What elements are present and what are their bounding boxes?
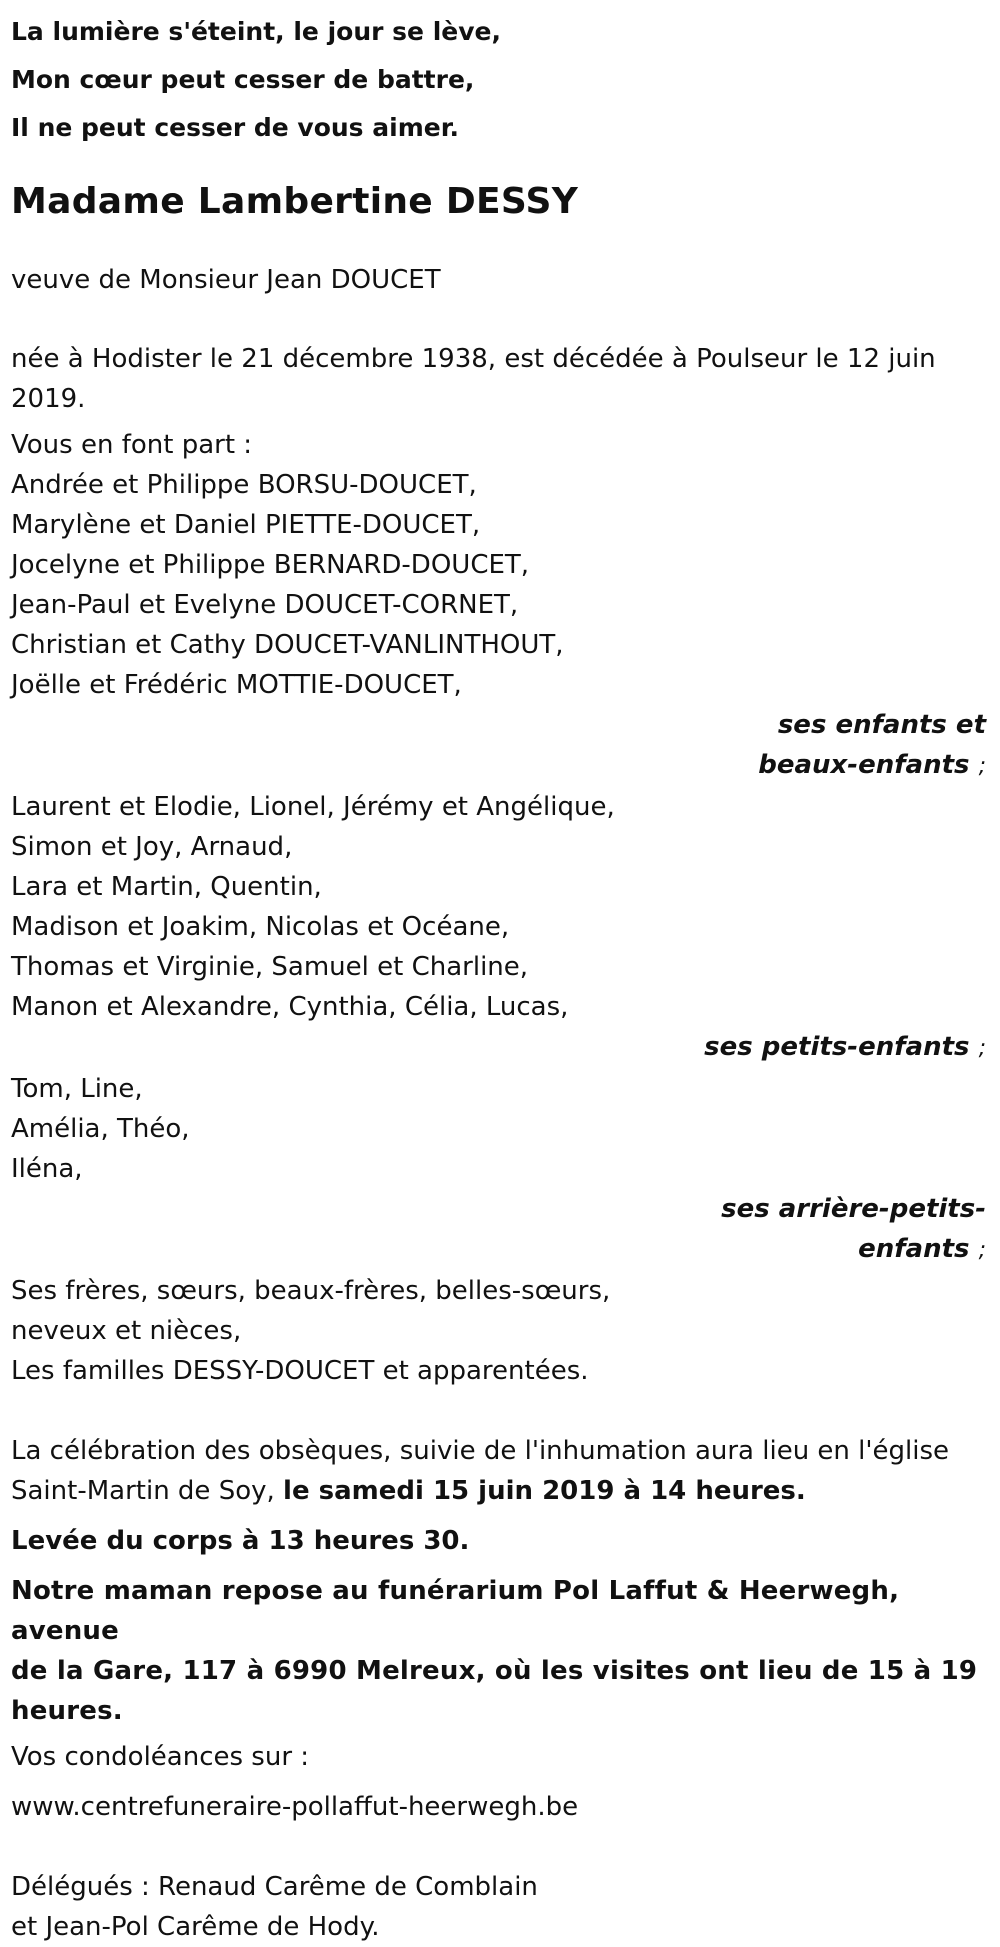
list-item: Marylène et Daniel PIETTE-DOUCET, <box>11 510 481 540</box>
service-line <box>11 1471 988 1511</box>
service-location: Saint-Martin de Soy, <box>11 1476 284 1506</box>
list-item: Jean-Paul et Evelyne DOUCET-CORNET, <box>11 590 519 620</box>
birth-death-line: 2019. <box>11 384 86 414</box>
service-line: La célébration des obsèques, suivie de l'inhumation aura lieu en l'église <box>11 1436 950 1466</box>
widow-of: veuve de Monsieur Jean DOUCET <box>11 265 441 295</box>
role-semicolon: ; <box>978 1238 986 1263</box>
funerarium-line: Notre maman repose au funérarium Pol Laffut & Heerwegh, avenue <box>11 1576 900 1646</box>
poem-line: Mon cœur peut cesser de battre, <box>11 65 475 94</box>
deceased-name: Madame Lambertine DESSY <box>11 181 579 222</box>
list-item: Les familles DESSY-DOUCET et apparentées. <box>11 1356 589 1386</box>
condolences-label: Vos condoléances sur : <box>11 1742 310 1772</box>
list-item: neveux et nièces, <box>11 1316 242 1346</box>
role-line <box>11 1229 986 1271</box>
list-item: Ses frères, sœurs, beaux-frères, belles-sœurs, <box>11 1276 611 1306</box>
list-item: Jocelyne et Philippe BERNARD-DOUCET, <box>11 550 530 580</box>
role-text: beaux-enfants <box>758 750 970 780</box>
grandchildren-list <box>11 787 988 1027</box>
poem-line: Il ne peut cesser de vous aimer. <box>11 113 459 142</box>
list-item: Laurent et Elodie, Lionel, Jérémy et Angélique, <box>11 792 615 822</box>
great-grandchildren-list <box>11 1069 988 1189</box>
list-item: Manon et Alexandre, Cynthia, Célia, Lucas, <box>11 992 569 1022</box>
delegates-info <box>11 1867 988 1947</box>
list-item: Madison et Joakim, Nicolas et Océane, <box>11 912 510 942</box>
children-role <box>11 705 988 787</box>
delegates-line: et Jean-Pol Carême de Hody. <box>11 1912 380 1942</box>
grandchildren-role <box>11 1027 988 1069</box>
birth-death-info <box>11 339 988 419</box>
role-line: ses enfants et <box>777 710 986 740</box>
children-list <box>11 465 988 705</box>
funerarium-info <box>11 1571 988 1731</box>
condolences-website: www.centrefuneraire-pollaffut-heerwegh.be <box>11 1792 579 1822</box>
other-relatives-list <box>11 1271 988 1391</box>
service-date: le samedi 15 juin 2019 à 14 heures. <box>283 1476 806 1506</box>
role-text: ses petits-enfants <box>704 1032 970 1062</box>
list-item: Iléna, <box>11 1154 83 1184</box>
list-item: Christian et Cathy DOUCET-VANLINTHOUT, <box>11 630 564 660</box>
funeral-service-info <box>11 1431 988 1511</box>
role-line <box>11 745 986 787</box>
role-semicolon: ; <box>978 1036 986 1061</box>
list-item: Amélia, Théo, <box>11 1114 190 1144</box>
list-item: Andrée et Philippe BORSU-DOUCET, <box>11 470 477 500</box>
levee-info: Levée du corps à 13 heures 30. <box>11 1526 470 1556</box>
role-semicolon: ; <box>978 754 986 779</box>
role-line: ses arrière-petits- <box>721 1194 986 1224</box>
poem <box>11 0 988 152</box>
role-text: enfants <box>858 1234 970 1264</box>
list-item: Simon et Joy, Arnaud, <box>11 832 293 862</box>
announcement-intro: Vous en font part : <box>11 430 253 460</box>
list-item: Lara et Martin, Quentin, <box>11 872 322 902</box>
list-item: Tom, Line, <box>11 1074 143 1104</box>
birth-death-line: née à Hodister le 21 décembre 1938, est décédée à Poulseur le 12 juin <box>11 344 936 374</box>
poem-line: La lumière s'éteint, le jour se lève, <box>11 17 501 46</box>
great-grandchildren-role <box>11 1189 988 1271</box>
list-item: Thomas et Virginie, Samuel et Charline, <box>11 952 529 982</box>
delegates-line: Délégués : Renaud Carême de Comblain <box>11 1872 538 1902</box>
funerarium-line: de la Gare, 117 à 6990 Melreux, où les visites ont lieu de 15 à 19 heures. <box>11 1656 978 1726</box>
list-item: Joëlle et Frédéric MOTTIE-DOUCET, <box>11 670 462 700</box>
